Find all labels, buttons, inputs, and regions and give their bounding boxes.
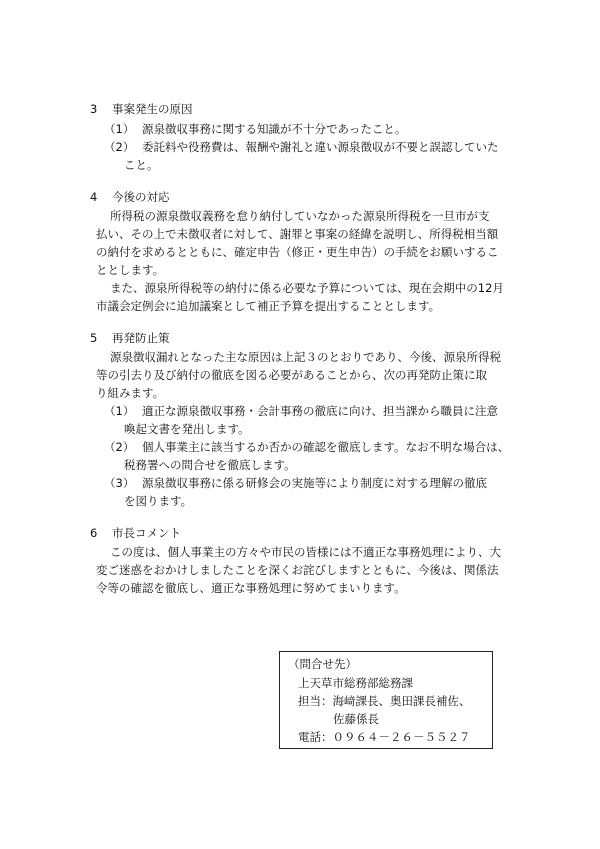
section-4-paragraph-1-line-1: 所得税の源泉徴収義務を怠り納付していなかった源泉所得税を一旦市が支 bbox=[110, 209, 490, 223]
section-6-paragraph-line-3: 令等の確認を徹底し、適正な事務処理に努めてまいります。 bbox=[96, 581, 406, 595]
section-3-item-2 bbox=[104, 140, 499, 154]
section-5-item-1-number: （1） bbox=[104, 404, 135, 418]
section-3-title: 事案発生の原因 bbox=[112, 102, 193, 116]
section-4-paragraph-1-line-3: の納付を求めるとともに、確定申告（修正・更生申告）の手続をお願いするこ bbox=[96, 245, 499, 259]
section-5-item-3 bbox=[104, 476, 487, 490]
section-4-heading bbox=[90, 190, 170, 204]
contact-phone: 電話：０９６４－２６－５５２７ bbox=[298, 730, 471, 744]
section-5-item-1 bbox=[104, 404, 498, 418]
section-3-item-2-number: （2） bbox=[104, 140, 135, 154]
section-5-paragraph-line-2: 等の引去り及び納付の徹底を図る必要があることから、次の再発防止策に取 bbox=[96, 368, 487, 382]
section-5-item-2-text-1: 個人事業主に該当するか否かの確認を徹底します。なお不明な場合は、 bbox=[142, 440, 510, 454]
section-3-item-1-text: 源泉徴収事務に関する知識が不十分であったこと。 bbox=[142, 122, 407, 136]
section-3-number: 3 bbox=[90, 102, 98, 116]
section-4-paragraph-1-line-2: 払い、その上で未徴収者に対して、謝罪と事案の経緯を説明し、所得税相当額 bbox=[96, 227, 499, 241]
contact-person-line-2: 佐藤係長 bbox=[333, 712, 379, 726]
section-6-paragraph-line-1: この度は、個人事業主の方々や市民の皆様には不適正な事務処理により、大 bbox=[110, 545, 501, 559]
section-5-item-3-number: （3） bbox=[104, 476, 135, 490]
section-6-paragraph-line-2: 変ご迷惑をおかけしましたことを深くお詫びしますとともに、今後は、関係法 bbox=[96, 563, 499, 577]
section-4-paragraph-1-line-4: ととします。 bbox=[96, 263, 165, 277]
section-5-title: 再発防止策 bbox=[112, 331, 170, 345]
contact-person-line-1: 担当：海﨑課長、奥田課長補佐、 bbox=[298, 694, 471, 708]
section-3-item-1 bbox=[104, 122, 406, 136]
section-5-item-2-text-2: 税務署への問合せを徹底します。 bbox=[124, 458, 296, 472]
section-4-number: 4 bbox=[90, 190, 98, 204]
section-5-paragraph-line-3: り組みます。 bbox=[96, 386, 165, 400]
section-3-item-1-number: （1） bbox=[104, 122, 135, 136]
section-4-paragraph-2-line-1: また、源泉所得税等の納付に係る必要な予算については、現在会期中の12月 bbox=[110, 281, 504, 295]
section-5-item-2-number: （2） bbox=[104, 440, 135, 454]
section-5-item-2 bbox=[104, 440, 509, 454]
section-5-item-1-text-2: 喚起文書を発出します。 bbox=[124, 422, 250, 436]
section-5-heading bbox=[90, 331, 170, 345]
section-6-title: 市長コメント bbox=[112, 526, 181, 540]
section-5-item-3-text-2: を図ります。 bbox=[124, 494, 193, 508]
contact-organization: 上天草市総務部総務課 bbox=[298, 676, 413, 690]
section-6-heading bbox=[90, 526, 181, 540]
contact-heading: （問合せ先） bbox=[288, 657, 357, 671]
section-3-item-2-text-2: こと。 bbox=[124, 158, 159, 172]
section-3-heading bbox=[90, 102, 193, 116]
section-5-number: 5 bbox=[90, 331, 98, 345]
section-3-item-2-text-1: 委託料や役務費は、報酬や謝礼と違い源泉徴収が不要と誤認していた bbox=[142, 140, 499, 154]
contact-box bbox=[279, 651, 493, 749]
section-4-title: 今後の対応 bbox=[112, 190, 170, 204]
section-5-paragraph-line-1: 源泉徴収漏れとなった主な原因は上記３のとおりであり、今後、源泉所得税 bbox=[110, 350, 501, 364]
section-5-item-3-text-1: 源泉徴収事務に係る研修会の実施等により制度に対する理解の徹底 bbox=[142, 476, 487, 490]
section-5-item-1-text-1: 適正な源泉徴収事務・会計事務の徹底に向け、担当課から職員に注意 bbox=[142, 404, 499, 418]
section-4-paragraph-2-line-2: 市議会定例会に追加議案として補正予算を提出することとします。 bbox=[96, 299, 441, 313]
section-6-number: 6 bbox=[90, 526, 98, 540]
